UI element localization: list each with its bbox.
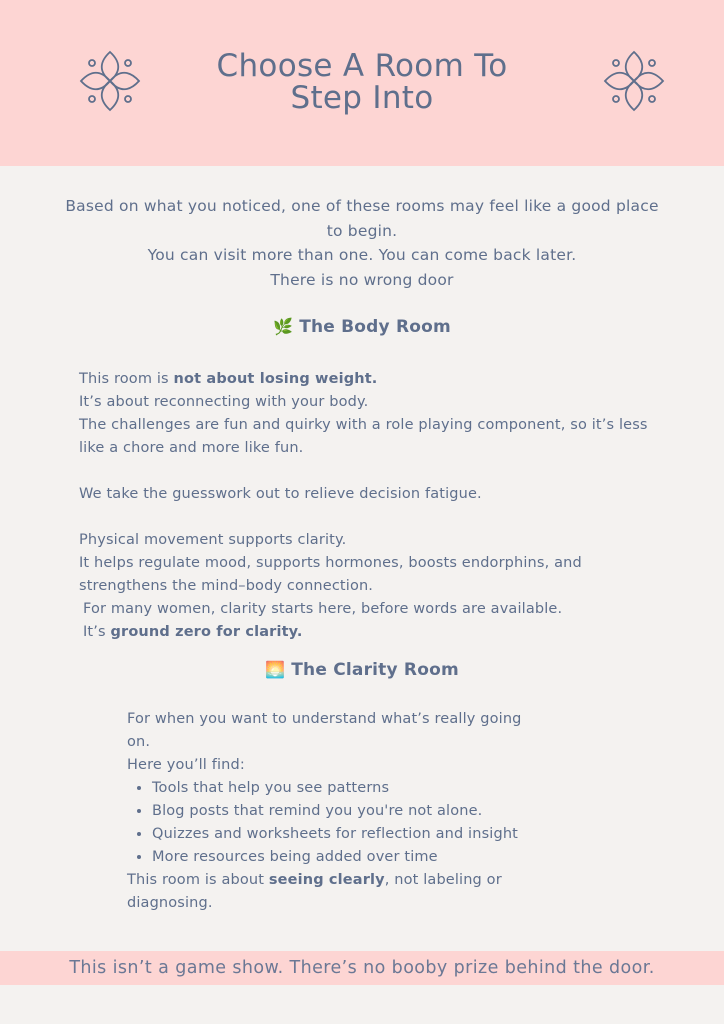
clarity-paragraph [127, 869, 547, 915]
body-p8-prefix: It’s [83, 624, 111, 640]
body-paragraph: The challenges are fun and quirky with a role playing component, so it’s less like a chore and more like fun. [79, 417, 648, 456]
list-item: • Tools that help you see patterns [152, 777, 547, 800]
body-room-title: The Body Room [299, 317, 451, 337]
body-paragraph [79, 621, 659, 644]
intro-line-3: There is no wrong door [270, 270, 454, 289]
body-p1-bold: not about losing weight. [173, 371, 378, 387]
intro-line-1: Based on what you noticed, one of these rooms may feel like a good place to begin. [65, 197, 659, 240]
body-paragraph [79, 368, 659, 391]
herb-icon: 🌿 [273, 317, 294, 336]
clarity-room-heading [0, 660, 724, 680]
body-paragraph: We take the guesswork out to relieve decision fatigue. [79, 486, 482, 502]
body-paragraph: It helps regulate mood, supports hormones, boosts endorphins, and strengthens the mind–body connection. [79, 555, 582, 594]
intro-text [60, 194, 664, 292]
list-item: • Blog posts that remind you you're not alone. [152, 800, 547, 823]
header-banner [0, 0, 724, 166]
title-line-1: Choose A Room To [216, 48, 508, 84]
floral-knot-icon [77, 48, 143, 114]
footer-banner [0, 951, 724, 985]
body-paragraph: Physical movement supports clarity. [79, 532, 347, 548]
clarity-p3-suffix: , not labeling or diagnosing. [127, 872, 502, 911]
clarity-room-title: The Clarity Room [291, 660, 459, 680]
clarity-room-description [127, 708, 547, 915]
body-paragraph: It’s about reconnecting with your body. [79, 394, 369, 410]
title-line-2: Step Into [290, 80, 434, 116]
list-item: • More resources being added over time [152, 846, 547, 869]
intro-line-2: You can visit more than one. You can come back later. [147, 246, 577, 264]
body-paragraph: For many women, clarity starts here, before words are available. [83, 601, 563, 617]
body-room-heading [0, 317, 724, 337]
floral-knot-icon [601, 48, 667, 114]
footer-text: This isn’t a game show. There’s no booby prize behind the door. [69, 958, 655, 978]
body-p1-prefix: This room is [79, 371, 174, 387]
clarity-paragraph: For when you want to understand what’s really going on. [127, 711, 522, 750]
clarity-list [127, 777, 547, 869]
clarity-p3-prefix: This room is about [127, 872, 269, 888]
body-room-description [79, 368, 659, 644]
sunrise-icon: 🌅 [265, 660, 286, 679]
body-p8-bold: ground zero for clarity. [110, 624, 303, 640]
clarity-p3-bold: seeing clearly [268, 872, 385, 888]
page-title [160, 50, 564, 114]
list-item: • Quizzes and worksheets for reflection and insight [152, 823, 547, 846]
clarity-paragraph: Here you’ll find: [127, 757, 245, 773]
